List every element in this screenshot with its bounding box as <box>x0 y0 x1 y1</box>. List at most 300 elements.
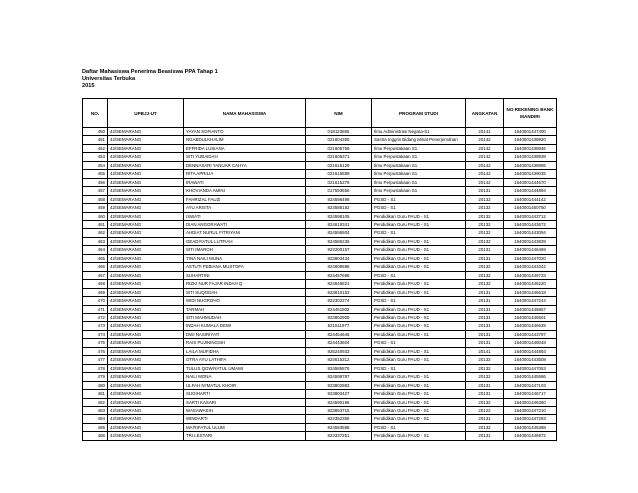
cell-upbjj: 42/SEMARANG <box>108 322 184 330</box>
cell-nama: AHDIAT NURUL FITRIYANI <box>184 229 306 237</box>
cell-angkatan: 20131 <box>466 187 504 195</box>
table-row <box>83 330 557 338</box>
cell-prodi: Pendidikan Guru PAUD - S1 <box>372 330 466 338</box>
cell-nim: 822200157 <box>306 246 372 254</box>
cell-nama: RITA APRILIA <box>184 170 306 178</box>
cell-upbjj: 42/SEMARANG <box>108 390 184 398</box>
cell-nim: 021604355 <box>306 136 372 144</box>
cell-rekening: 1640001446618 <box>504 288 557 296</box>
cell-rekening: 1640001443712 <box>504 212 557 220</box>
cell-no: 468 <box>83 280 108 288</box>
cell-no: 484 <box>83 415 108 423</box>
table-row <box>83 398 557 406</box>
cell-angkatan: 20131 <box>466 322 504 330</box>
cell-upbjj: 42/SEMARANG <box>108 288 184 296</box>
cell-nim: 823802883 <box>306 381 372 389</box>
cell-angkatan: 20131 <box>466 313 504 321</box>
cell-prodi: PGSD - S1 <box>372 195 466 203</box>
cell-upbjj: 42/SEMARANG <box>108 195 184 203</box>
cell-rekening: 1640001447020 <box>504 254 557 262</box>
cell-no: 477 <box>83 356 108 364</box>
cell-no: 470 <box>83 297 108 305</box>
cell-upbjj: 42/SEMARANG <box>108 271 184 279</box>
cell-nama: DIAN ANGGRAWATI <box>184 220 306 228</box>
cell-no: 476 <box>83 347 108 355</box>
cell-nama: IRAWATI <box>184 178 306 186</box>
cell-nama: RAIS PUJININGSIH <box>184 339 306 347</box>
cell-nama: WIDI NUGROHO <box>184 297 306 305</box>
table-row <box>83 390 557 398</box>
cell-prodi: Pendidikan Guru PAUD - S1 <box>372 347 466 355</box>
cell-nama: INDAH KUMALA DEWI <box>184 322 306 330</box>
cell-nama: SITI IMAROH <box>184 246 306 254</box>
cell-prodi: Pendidikan Guru PAUD - S1 <box>372 390 466 398</box>
cell-rekening: 1640001439035 <box>504 170 557 178</box>
table-row <box>83 322 557 330</box>
cell-angkatan: 20132 <box>466 195 504 203</box>
cell-nama: NGABDULKHALIM <box>184 136 306 144</box>
cell-angkatan: 20132 <box>466 356 504 364</box>
cell-nama: SARTI KASARI <box>184 398 306 406</box>
col-header-rekening: NO REKENING BANK MANDIRI <box>504 99 557 128</box>
cell-upbjj: 42/SEMARANG <box>108 432 184 440</box>
cell-prodi: Pendidikan Guru PAUD - S1 <box>372 313 466 321</box>
col-header-nama: NAMA MAHASISWA <box>184 99 306 128</box>
cell-upbjj: 42/SEMARANG <box>108 187 184 195</box>
cell-nama: SUGIHARTI <box>184 390 306 398</box>
cell-no: 473 <box>83 322 108 330</box>
cell-angkatan: 20131 <box>466 390 504 398</box>
cell-upbjj: 42/SEMARANG <box>108 178 184 186</box>
recipients-table <box>82 98 557 441</box>
cell-no: 457 <box>83 187 108 195</box>
cell-prodi: Ilmu Administrasi Negara-S1 <box>372 128 466 136</box>
cell-no: 475 <box>83 339 108 347</box>
table-row <box>83 423 557 431</box>
cell-prodi: Pendidikan Guru PAUD - S1 <box>372 406 466 414</box>
cell-nim: 021615129 <box>306 161 372 169</box>
cell-no: 458 <box>83 195 108 203</box>
cell-rekening: 1640001446048 <box>504 339 557 347</box>
table-row <box>83 280 557 288</box>
university-name: Universitas Terbuka <box>82 76 136 82</box>
cell-nim: 021605371 <box>306 153 372 161</box>
cell-no: 472 <box>83 313 108 321</box>
cell-prodi: Pendidikan Guru PAUD - S1 <box>372 305 466 313</box>
cell-prodi: Ilmu Perpustakaan S1 <box>372 161 466 169</box>
table-row <box>83 161 557 169</box>
cell-nama: ULFAH NI'MATUL KHOIR <box>184 381 306 389</box>
cell-upbjj: 42/SEMARANG <box>108 347 184 355</box>
document-title: Daftar Mahasiswa Penerima Beasiswa PPA Tahap 1 <box>82 69 218 75</box>
cell-nim: 824609698 <box>306 263 372 271</box>
cell-nama: WASAWASIH <box>184 406 306 414</box>
cell-nama: TINA NAILI MUNA <box>184 254 306 262</box>
cell-no: 463 <box>83 237 108 245</box>
cell-nim: 821511977 <box>306 322 372 330</box>
cell-no: 469 <box>83 288 108 296</box>
cell-no: 451 <box>83 136 108 144</box>
table-row <box>83 254 557 262</box>
cell-angkatan: 20132 <box>466 364 504 372</box>
cell-rekening: 1640001444894 <box>504 187 557 195</box>
cell-angkatan: 20132 <box>466 423 504 431</box>
cell-nim: 824598105 <box>306 212 372 220</box>
cell-nama: WINDARTI <box>184 415 306 423</box>
cell-prodi: PGSD - S1 <box>372 297 466 305</box>
cell-nim: 822337251 <box>306 432 372 440</box>
cell-angkatan: 20132 <box>466 398 504 406</box>
table-row <box>83 204 557 212</box>
table-row <box>83 305 557 313</box>
cell-rekening: 1640001447053 <box>504 364 557 372</box>
cell-no: 454 <box>83 161 108 169</box>
cell-upbjj: 42/SEMARANG <box>108 381 184 389</box>
cell-nim: 824454646 <box>306 330 372 338</box>
cell-nim: 824586236 <box>306 237 372 245</box>
cell-rekening: 1640001446972 <box>504 432 557 440</box>
cell-nama: KHOVIANDA AMINI <box>184 187 306 195</box>
table-row <box>83 263 557 271</box>
cell-nim: 824443604 <box>306 339 372 347</box>
cell-rekening: 1640001443342 <box>504 263 557 271</box>
cell-rekening: 1640001444142 <box>504 195 557 203</box>
cell-no: 460 <box>83 212 108 220</box>
cell-prodi: Pendidikan Guru PAUD - S1 <box>372 398 466 406</box>
cell-upbjj: 42/SEMARANG <box>108 246 184 254</box>
cell-nama: SITI YUBAIDAH <box>184 153 306 161</box>
cell-nama: TRI LESTARI <box>184 432 306 440</box>
cell-prodi: Pendidikan Guru PAUD - S1 <box>372 415 466 423</box>
cell-no: 481 <box>83 390 108 398</box>
cell-nama: NAILI MONA <box>184 373 306 381</box>
cell-nama: SUHARTINI <box>184 271 306 279</box>
cell-nim: 822352358 <box>306 415 372 423</box>
cell-upbjj: 42/SEMARANG <box>108 339 184 347</box>
cell-angkatan: 20131 <box>466 305 504 313</box>
cell-prodi: Pendidikan Guru PAUD - S1 <box>372 246 466 254</box>
cell-no: 486 <box>83 432 108 440</box>
cell-upbjj: 42/SEMARANG <box>108 220 184 228</box>
cell-nama: AYU ARISTA <box>184 204 306 212</box>
cell-prodi: PGSD - S1 <box>372 364 466 372</box>
cell-nama: DENNASARI YANUAR CAHYA <box>184 161 306 169</box>
cell-upbjj: 42/SEMARANG <box>108 423 184 431</box>
cell-angkatan: 20141 <box>466 347 504 355</box>
table-row <box>83 339 557 347</box>
table-row <box>83 229 557 237</box>
cell-no: 478 <box>83 364 108 372</box>
cell-upbjj: 42/SEMARANG <box>108 415 184 423</box>
cell-angkatan: 20131 <box>466 288 504 296</box>
cell-prodi: Pendidikan Guru PAUD - S1 <box>372 373 466 381</box>
cell-rekening: 1640001445388 <box>504 423 557 431</box>
table-row <box>83 246 557 254</box>
cell-rekening: 1640001438920 <box>504 136 557 144</box>
cell-rekening: 1640001444670 <box>504 178 557 186</box>
cell-angkatan: 20132 <box>466 280 504 288</box>
cell-no: 459 <box>83 204 108 212</box>
cell-upbjj: 42/SEMARANG <box>108 237 184 245</box>
cell-prodi: PGSD - S1 <box>372 339 466 347</box>
table-row <box>83 128 557 136</box>
cell-upbjj: 42/SEMARANG <box>108 229 184 237</box>
cell-upbjj: 42/SEMARANG <box>108 356 184 364</box>
cell-no: 462 <box>83 229 108 237</box>
cell-no: 479 <box>83 373 108 381</box>
cell-nim: 021615279 <box>306 178 372 186</box>
cell-nama: SITI SUQODAH <box>184 288 306 296</box>
cell-upbjj: 42/SEMARANG <box>108 170 184 178</box>
cell-prodi: Pendidikan Guru PAUD - S1 <box>372 220 466 228</box>
cell-nim: 824596498 <box>306 195 372 203</box>
cell-rekening: 1640001450750 <box>504 204 557 212</box>
cell-prodi: Pendidikan Guru PAUD - S1 <box>372 288 466 296</box>
table-row <box>83 170 557 178</box>
table-row <box>83 297 557 305</box>
table-row <box>83 153 557 161</box>
cell-prodi: Pendidikan Guru PAUD - S1 <box>372 381 466 389</box>
cell-prodi: PGSD - S1 <box>372 271 466 279</box>
cell-nim: 824615312 <box>306 356 372 364</box>
cell-upbjj: 42/SEMARANG <box>108 153 184 161</box>
cell-rekening: 1640001443094 <box>504 229 557 237</box>
cell-rekening: 1640001444893 <box>504 347 557 355</box>
cell-nim: 824457698 <box>306 271 372 279</box>
cell-nama: TULUS QOWIYATUL UMAMI <box>184 364 306 372</box>
cell-nama: SITI MAHMUDAH <box>184 313 306 321</box>
table-row <box>83 212 557 220</box>
cell-rekening: 1640001443508 <box>504 356 557 364</box>
cell-no: 482 <box>83 398 108 406</box>
cell-nim: 824585875 <box>306 364 372 372</box>
cell-angkatan: 20131 <box>466 297 504 305</box>
cell-rekening: 1640001446717 <box>504 390 557 398</box>
cell-rekening: 1640001438946 <box>504 144 557 152</box>
table-row <box>83 313 557 321</box>
cell-nim: 824583588 <box>306 423 372 431</box>
cell-nim: 824619341 <box>306 220 372 228</box>
cell-nim: 021616589 <box>306 170 372 178</box>
cell-no: 464 <box>83 246 108 254</box>
cell-nama: ASTUTI FEBIANA MUSTOFA <box>184 263 306 271</box>
cell-rekening: 1640001447244 <box>504 297 557 305</box>
cell-upbjj: 42/SEMARANG <box>108 263 184 271</box>
cell-angkatan: 20132 <box>466 263 504 271</box>
cell-upbjj: 42/SEMARANG <box>108 204 184 212</box>
cell-nama: MA'RIFATUL ULUM <box>184 423 306 431</box>
cell-upbjj: 42/SEMARANG <box>108 212 184 220</box>
cell-angkatan: 20142 <box>466 161 504 169</box>
cell-no: 485 <box>83 423 108 431</box>
cell-prodi: PGSD - S1 <box>372 229 466 237</box>
cell-rekening: 1640001447210 <box>504 406 557 414</box>
cell-nama: GEADIYATUL LUTFIAH <box>184 237 306 245</box>
year-label: 2015 <box>82 83 95 89</box>
cell-nama: OTRA AYU LATHIFA <box>184 356 306 364</box>
cell-upbjj: 42/SEMARANG <box>108 330 184 338</box>
cell-rekening: 1640001446360 <box>504 398 557 406</box>
cell-angkatan: 20132 <box>466 220 504 228</box>
cell-nim: 021605769 <box>306 144 372 152</box>
cell-prodi: Ilmu Perpustakaan S1 <box>372 144 466 152</box>
cell-angkatan: 20132 <box>466 212 504 220</box>
cell-rekening: 1640001446857 <box>504 305 557 313</box>
cell-angkatan: 20131 <box>466 246 504 254</box>
cell-nim: 018123865 <box>306 128 372 136</box>
cell-upbjj: 42/SEMARANG <box>108 254 184 262</box>
cell-no: 467 <box>83 271 108 279</box>
cell-rekening: 1640001443839 <box>504 237 557 245</box>
cell-nama: EFFRIDA LUSIANA <box>184 144 306 152</box>
cell-no: 453 <box>83 153 108 161</box>
cell-rekening: 1640001443797 <box>504 330 557 338</box>
cell-angkatan: 20142 <box>466 153 504 161</box>
cell-no: 466 <box>83 263 108 271</box>
cell-nim: 823810153 <box>306 288 372 296</box>
cell-no: 480 <box>83 381 108 389</box>
table-row <box>83 195 557 203</box>
cell-upbjj: 42/SEMARANG <box>108 136 184 144</box>
cell-rekening: 1640001446639 <box>504 322 557 330</box>
cell-nama: TARMAH <box>184 305 306 313</box>
cell-nim: 823803427 <box>306 390 372 398</box>
cell-no: 465 <box>83 254 108 262</box>
cell-rekening: 1640001443672 <box>504 220 557 228</box>
cell-no: 456 <box>83 178 108 186</box>
cell-rekening: 1640001446733 <box>504 271 557 279</box>
col-header-angkatan: ANGKATAN <box>466 99 504 128</box>
cell-angkatan: 20131 <box>466 415 504 423</box>
table-row <box>83 144 557 152</box>
table-row <box>83 237 557 245</box>
cell-angkatan: 20132 <box>466 237 504 245</box>
table-row <box>83 432 557 440</box>
cell-nama: ISWATI <box>184 212 306 220</box>
cell-upbjj: 42/SEMARANG <box>108 398 184 406</box>
table-row <box>83 187 557 195</box>
cell-upbjj: 42/SEMARANG <box>108 406 184 414</box>
cell-upbjj: 42/SEMARANG <box>108 161 184 169</box>
cell-angkatan: 20131 <box>466 432 504 440</box>
cell-nim: 824588182 <box>306 204 372 212</box>
cell-prodi: Pendidikan Guru PAUD - S1 <box>372 263 466 271</box>
cell-angkatan: 20142 <box>466 178 504 186</box>
table-header-row <box>83 99 557 128</box>
cell-nim: 823802909 <box>306 313 372 321</box>
table-row <box>83 271 557 279</box>
cell-upbjj: 42/SEMARANG <box>108 297 184 305</box>
table-body <box>83 128 557 441</box>
cell-angkatan: 20142 <box>466 170 504 178</box>
cell-prodi: PGSD - S1 <box>372 204 466 212</box>
cell-no: 483 <box>83 406 108 414</box>
cell-angkatan: 20142 <box>466 144 504 152</box>
cell-prodi: Pendidikan Guru PAUD - S1 <box>372 254 466 262</box>
cell-angkatan: 20132 <box>466 271 504 279</box>
cell-nama: FAHRIZAL FAUZI <box>184 195 306 203</box>
cell-rekening: 1640001446220 <box>504 280 557 288</box>
table-row <box>83 347 557 355</box>
cell-angkatan: 20131 <box>466 330 504 338</box>
cell-upbjj: 42/SEMARANG <box>108 305 184 313</box>
cell-upbjj: 42/SEMARANG <box>108 144 184 152</box>
cell-rekening: 1640001438938 <box>504 153 557 161</box>
cell-upbjj: 42/SEMARANG <box>108 128 184 136</box>
cell-nama: RIZKI NUR FAJAR INDAH Q <box>184 280 306 288</box>
col-header-no: NO. <box>83 99 108 128</box>
cell-angkatan: 20132 <box>466 204 504 212</box>
cell-prodi: Pendidikan Guru PAUD - S1 <box>372 322 466 330</box>
cell-prodi: Pendidikan Guru PAUD - S1 <box>372 432 466 440</box>
cell-nim: 825240933 <box>306 347 372 355</box>
cell-prodi: Pendidikan Guru PAUD - S1 <box>372 237 466 245</box>
cell-rekening: 1640001447400 <box>504 128 557 136</box>
col-header-nim: NIM <box>306 99 372 128</box>
table-row <box>83 178 557 186</box>
cell-nim: 824590196 <box>306 398 372 406</box>
table-row <box>83 220 557 228</box>
cell-prodi: PGSD - S1 <box>372 423 466 431</box>
cell-prodi: Sastra Inggris Bidang Minat Penerjemahan <box>372 136 466 144</box>
cell-rekening: 1640001445586 <box>504 373 557 381</box>
table-row <box>83 364 557 372</box>
cell-nama: DWI NASIRIYATI <box>184 330 306 338</box>
cell-upbjj: 42/SEMARANG <box>108 313 184 321</box>
cell-prodi: Ilmu Perpustakaan S1 <box>372 178 466 186</box>
cell-rekening: 1640001438995 <box>504 161 557 169</box>
table-row <box>83 415 557 423</box>
table-row <box>83 356 557 364</box>
cell-angkatan: 20131 <box>466 254 504 262</box>
cell-nama: LAILA MUFIDHA <box>184 347 306 355</box>
cell-upbjj: 42/SEMARANG <box>108 373 184 381</box>
col-header-prodi: PROGRAM STUDI <box>372 99 466 128</box>
cell-upbjj: 42/SEMARANG <box>108 280 184 288</box>
table-row <box>83 136 557 144</box>
cell-no: 450 <box>83 128 108 136</box>
cell-nim: 823853715 <box>306 406 372 414</box>
cell-angkatan: 20122 <box>466 406 504 414</box>
table-row <box>83 288 557 296</box>
cell-nim: 822302274 <box>306 297 372 305</box>
cell-prodi: Ilmu Perpustakaan S1 <box>372 153 466 161</box>
cell-no: 461 <box>83 220 108 228</box>
cell-no: 455 <box>83 170 108 178</box>
table-row <box>83 381 557 389</box>
col-header-upbjj: UPBJJ-UT <box>108 99 184 128</box>
cell-nim: 824599787 <box>306 373 372 381</box>
cell-upbjj: 42/SEMARANG <box>108 364 184 372</box>
cell-prodi: Pendidikan Guru PAUD - S1 <box>372 212 466 220</box>
cell-rekening: 1640001446501 <box>504 313 557 321</box>
cell-nim: 824845821 <box>306 280 372 288</box>
cell-no: 452 <box>83 144 108 152</box>
table-row <box>83 406 557 414</box>
cell-prodi: Pendidikan Guru PAUD - S1 <box>372 280 466 288</box>
cell-nim: 823803434 <box>306 254 372 262</box>
cell-angkatan: 20131 <box>466 381 504 389</box>
cell-prodi: Pendidikan Guru PAUD - S1 <box>372 356 466 364</box>
cell-nama: YAYAN SOFIANTO <box>184 128 306 136</box>
cell-rekening: 1640001447293 <box>504 415 557 423</box>
cell-angkatan: 20141 <box>466 128 504 136</box>
cell-angkatan: 20131 <box>466 339 504 347</box>
cell-angkatan: 20132 <box>466 229 504 237</box>
cell-angkatan: 20132 <box>466 373 504 381</box>
table-row <box>83 373 557 381</box>
cell-nim: 017593656 <box>306 187 372 195</box>
